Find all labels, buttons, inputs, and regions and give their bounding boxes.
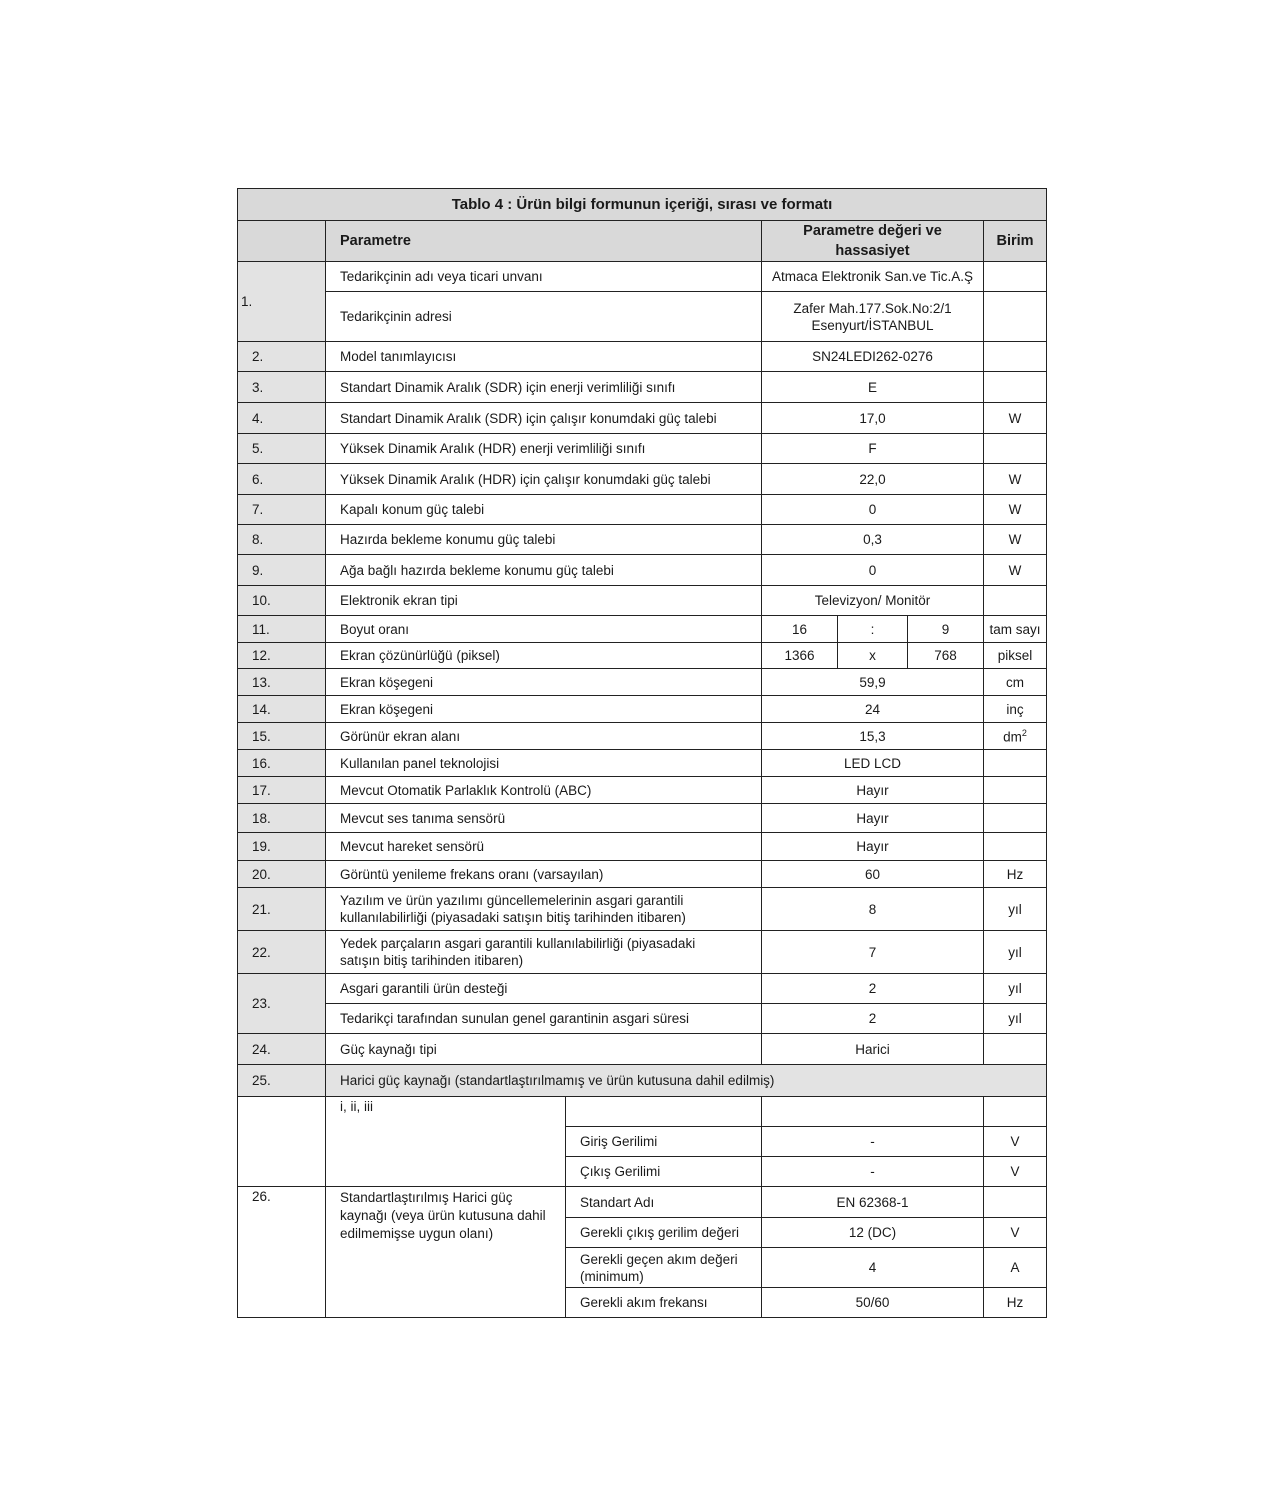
aspect-height: 9 [908,616,984,643]
table-row [238,750,1047,777]
block-label: i, ii, iii [326,1097,566,1187]
table-row [238,403,1047,434]
row-label: Elektronik ekran tipi [326,586,762,616]
row-label: Boyut oranı [326,616,762,643]
sub-label: Gerekli çıkış gerilim değeri [566,1218,762,1248]
row-label: Görüntü yenileme frekans oranı (varsayılan) [326,861,762,888]
row-value: 15,3 [762,723,984,750]
table-row [238,723,1047,750]
table-row [238,833,1047,861]
sub-label: Giriş Gerilimi [566,1127,762,1157]
row-number: 21. [238,888,326,931]
row-value: 0,3 [762,525,984,555]
sub-label [566,1248,762,1288]
row-value: Televizyon/ Monitör [762,586,984,616]
row-value: 59,9 [762,669,984,696]
label-line-3: edilmemişse uygun olanı) [340,1226,494,1241]
row-unit [984,586,1047,616]
row-number: 10. [238,586,326,616]
sub-value: 4 [762,1248,984,1288]
row-unit [984,777,1047,804]
row-unit: piksel [984,643,1047,669]
address-line-2: Esenyurt/İSTANBUL [811,317,934,333]
row-label: Ağa bağlı hazırda bekleme konumu güç talebi [326,555,762,586]
row-unit: yıl [984,888,1047,931]
row-value: 8 [762,888,984,931]
row-number: 20. [238,861,326,888]
row-number: 17. [238,777,326,804]
row-value: 2 [762,1004,984,1034]
row-label: Yüksek Dinamik Aralık (HDR) için çalışır konumdaki güç talebi [326,464,762,495]
label-line-1: Gerekli geçen akım değeri [580,1251,738,1267]
sub-value: - [762,1157,984,1187]
row-number: 6. [238,464,326,495]
aspect-separator: : [838,616,908,643]
resolution-width: 1366 [762,643,838,669]
label-line-2: kaynağı (veya ürün kutusuna dahil [340,1208,546,1223]
unit-base: dm [1003,729,1022,745]
row-value: 0 [762,495,984,525]
header-number [238,221,326,262]
sub-unit [984,1097,1047,1127]
row-label: Kullanılan panel teknolojisi [326,750,762,777]
row-value: LED LCD [762,750,984,777]
row-unit [984,723,1047,750]
table-row [238,555,1047,586]
row-number: 24. [238,1034,326,1065]
row-value: 24 [762,696,984,723]
row-number: 13. [238,669,326,696]
row-unit: W [984,403,1047,434]
row-number: 11. [238,616,326,643]
table-row [238,931,1047,974]
row-unit: yıl [984,974,1047,1004]
row-label: Standart Dinamik Aralık (SDR) için enerji verimliliği sınıfı [326,372,762,403]
table-row [238,616,1047,643]
sub-value: EN 62368-1 [762,1187,984,1218]
header-unit: Birim [984,221,1047,262]
sub-value: - [762,1127,984,1157]
table-row [238,372,1047,403]
unit-exponent: 2 [1021,727,1027,738]
row-label: Ekran köşegeni [326,696,762,723]
row-value: Hayır [762,777,984,804]
row-number: 23. [238,974,326,1034]
sub-label: Çıkış Gerilimi [566,1157,762,1187]
table-row [238,777,1047,804]
row-label [326,1187,566,1318]
row-value: Atmaca Elektronik San.ve Tic.A.Ş [762,262,984,292]
row-unit: W [984,464,1047,495]
label-line-1: Standartlaştırılmış Harici güç [340,1190,513,1205]
row-value: 60 [762,861,984,888]
row-unit [984,750,1047,777]
row-value: SN24LEDI262-0276 [762,342,984,372]
table-row [238,525,1047,555]
row-unit [984,372,1047,403]
row-label: Tedarikçinin adı veya ticari unvanı [326,262,762,292]
row-unit [984,434,1047,464]
table-row [238,292,1047,342]
table-row [238,464,1047,495]
sub-value [762,1097,984,1127]
row-number: 25. [238,1065,326,1097]
row-unit: W [984,525,1047,555]
row-number: 26. [238,1187,326,1318]
row-unit: cm [984,669,1047,696]
row-unit: W [984,495,1047,525]
row-label: Hazırda bekleme konumu güç talebi [326,525,762,555]
row-label: Mevcut hareket sensörü [326,833,762,861]
row-label: Ekran çözünürlüğü (piksel) [326,643,762,669]
row-number: 8. [238,525,326,555]
sub-value: 50/60 [762,1288,984,1318]
sub-unit: Hz [984,1288,1047,1318]
row-value [762,292,984,342]
row-unit: W [984,555,1047,586]
row-label: Yüksek Dinamik Aralık (HDR) enerji verimliliği sınıfı [326,434,762,464]
table-row [238,669,1047,696]
sub-label [566,1097,762,1127]
label-line-1: Yedek parçaların asgari garantili kullanılabilirliği (piyasadaki [340,936,696,951]
aspect-width: 16 [762,616,838,643]
row-number: 14. [238,696,326,723]
row-label: Standart Dinamik Aralık (SDR) için çalışır konumdaki güç talebi [326,403,762,434]
table-row [238,888,1047,931]
table-row [238,262,1047,292]
row-unit [984,1034,1047,1065]
row-label: Asgari garantili ürün desteği [326,974,762,1004]
row-unit [984,342,1047,372]
table-row [238,643,1047,669]
row-label: Tedarikçinin adresi [326,292,762,342]
sub-unit: V [984,1127,1047,1157]
row-number: 18. [238,804,326,833]
row-number: 4. [238,403,326,434]
row-unit [984,804,1047,833]
label-line-2: (minimum) [580,1268,644,1284]
table-title: Tablo 4 : Ürün bilgi formunun içeriği, sırası ve formatı [238,189,1047,221]
table-row [238,1187,1047,1218]
sub-unit [984,1187,1047,1218]
row-label: Model tanımlayıcısı [326,342,762,372]
sub-label: Standart Adı [566,1187,762,1218]
row-unit [984,292,1047,342]
row-label: Ekran köşegeni [326,669,762,696]
row-label: Güç kaynağı tipi [326,1034,762,1065]
product-info-table [237,188,1047,1318]
table-row [238,1065,1047,1097]
row-label: Kapalı konum güç talebi [326,495,762,525]
row-label: Harici güç kaynağı (standartlaştırılmamış ve ürün kutusuna dahil edilmiş) [326,1065,1047,1097]
row-unit [984,262,1047,292]
row-number: 16. [238,750,326,777]
sub-value: 12 (DC) [762,1218,984,1248]
table-row [238,1034,1047,1065]
row-number: 3. [238,372,326,403]
label-line-1: Yazılım ve ürün yazılımı güncellemelerinin asgari garantili [340,893,684,908]
row-value: Hayır [762,833,984,861]
row-label: Mevcut Otomatik Parlaklık Kontrolü (ABC) [326,777,762,804]
row-label: Mevcut ses tanıma sensörü [326,804,762,833]
row-unit: Hz [984,861,1047,888]
table-row [238,434,1047,464]
table-row [238,495,1047,525]
row-number: 22. [238,931,326,974]
table-row [238,696,1047,723]
row-label: Görünür ekran alanı [326,723,762,750]
row-label [326,931,762,974]
row-number: 12. [238,643,326,669]
row-value: Harici [762,1034,984,1065]
table-row [238,1004,1047,1034]
row-number: 5. [238,434,326,464]
row-unit: yıl [984,931,1047,974]
row-value: Hayır [762,804,984,833]
row-value: 22,0 [762,464,984,495]
table-row [238,974,1047,1004]
row-label: Tedarikçi tarafından sunulan genel garantinin asgari süresi [326,1004,762,1034]
row-value: F [762,434,984,464]
row-number: 19. [238,833,326,861]
row-value: 0 [762,555,984,586]
row-value: 2 [762,974,984,1004]
address-line-1: Zafer Mah.177.Sok.No:2/1 [793,300,952,316]
row-unit: inç [984,696,1047,723]
row-number: 7. [238,495,326,525]
label-line-2: kullanılabilirliği (piyasadaki satışın bitiş tarihinden itibaren) [340,910,686,925]
sub-unit: A [984,1248,1047,1288]
header-parameter: Parametre [326,221,762,262]
row-value: E [762,372,984,403]
table-row [238,861,1047,888]
row-value: 17,0 [762,403,984,434]
row-number: 15. [238,723,326,750]
sub-unit: V [984,1157,1047,1187]
row-number [238,1097,326,1187]
row-value: 7 [762,931,984,974]
header-value: Parametre değeri ve hassasiyet [762,221,984,262]
table-row [238,586,1047,616]
row-label [326,888,762,931]
row-number: 9. [238,555,326,586]
product-info-sheet [237,188,1046,1318]
resolution-separator: x [838,643,908,669]
sub-unit: V [984,1218,1047,1248]
row-unit: yıl [984,1004,1047,1034]
sub-label: Gerekli akım frekansı [566,1288,762,1318]
table-row [238,342,1047,372]
label-line-2: satışın bitiş tarihinden itibaren) [340,953,524,968]
row-unit [984,833,1047,861]
row-number: 1. [238,262,326,342]
table-row [238,804,1047,833]
resolution-height: 768 [908,643,984,669]
table-row [238,1097,1047,1127]
row-number: 2. [238,342,326,372]
row-unit: tam sayı [984,616,1047,643]
